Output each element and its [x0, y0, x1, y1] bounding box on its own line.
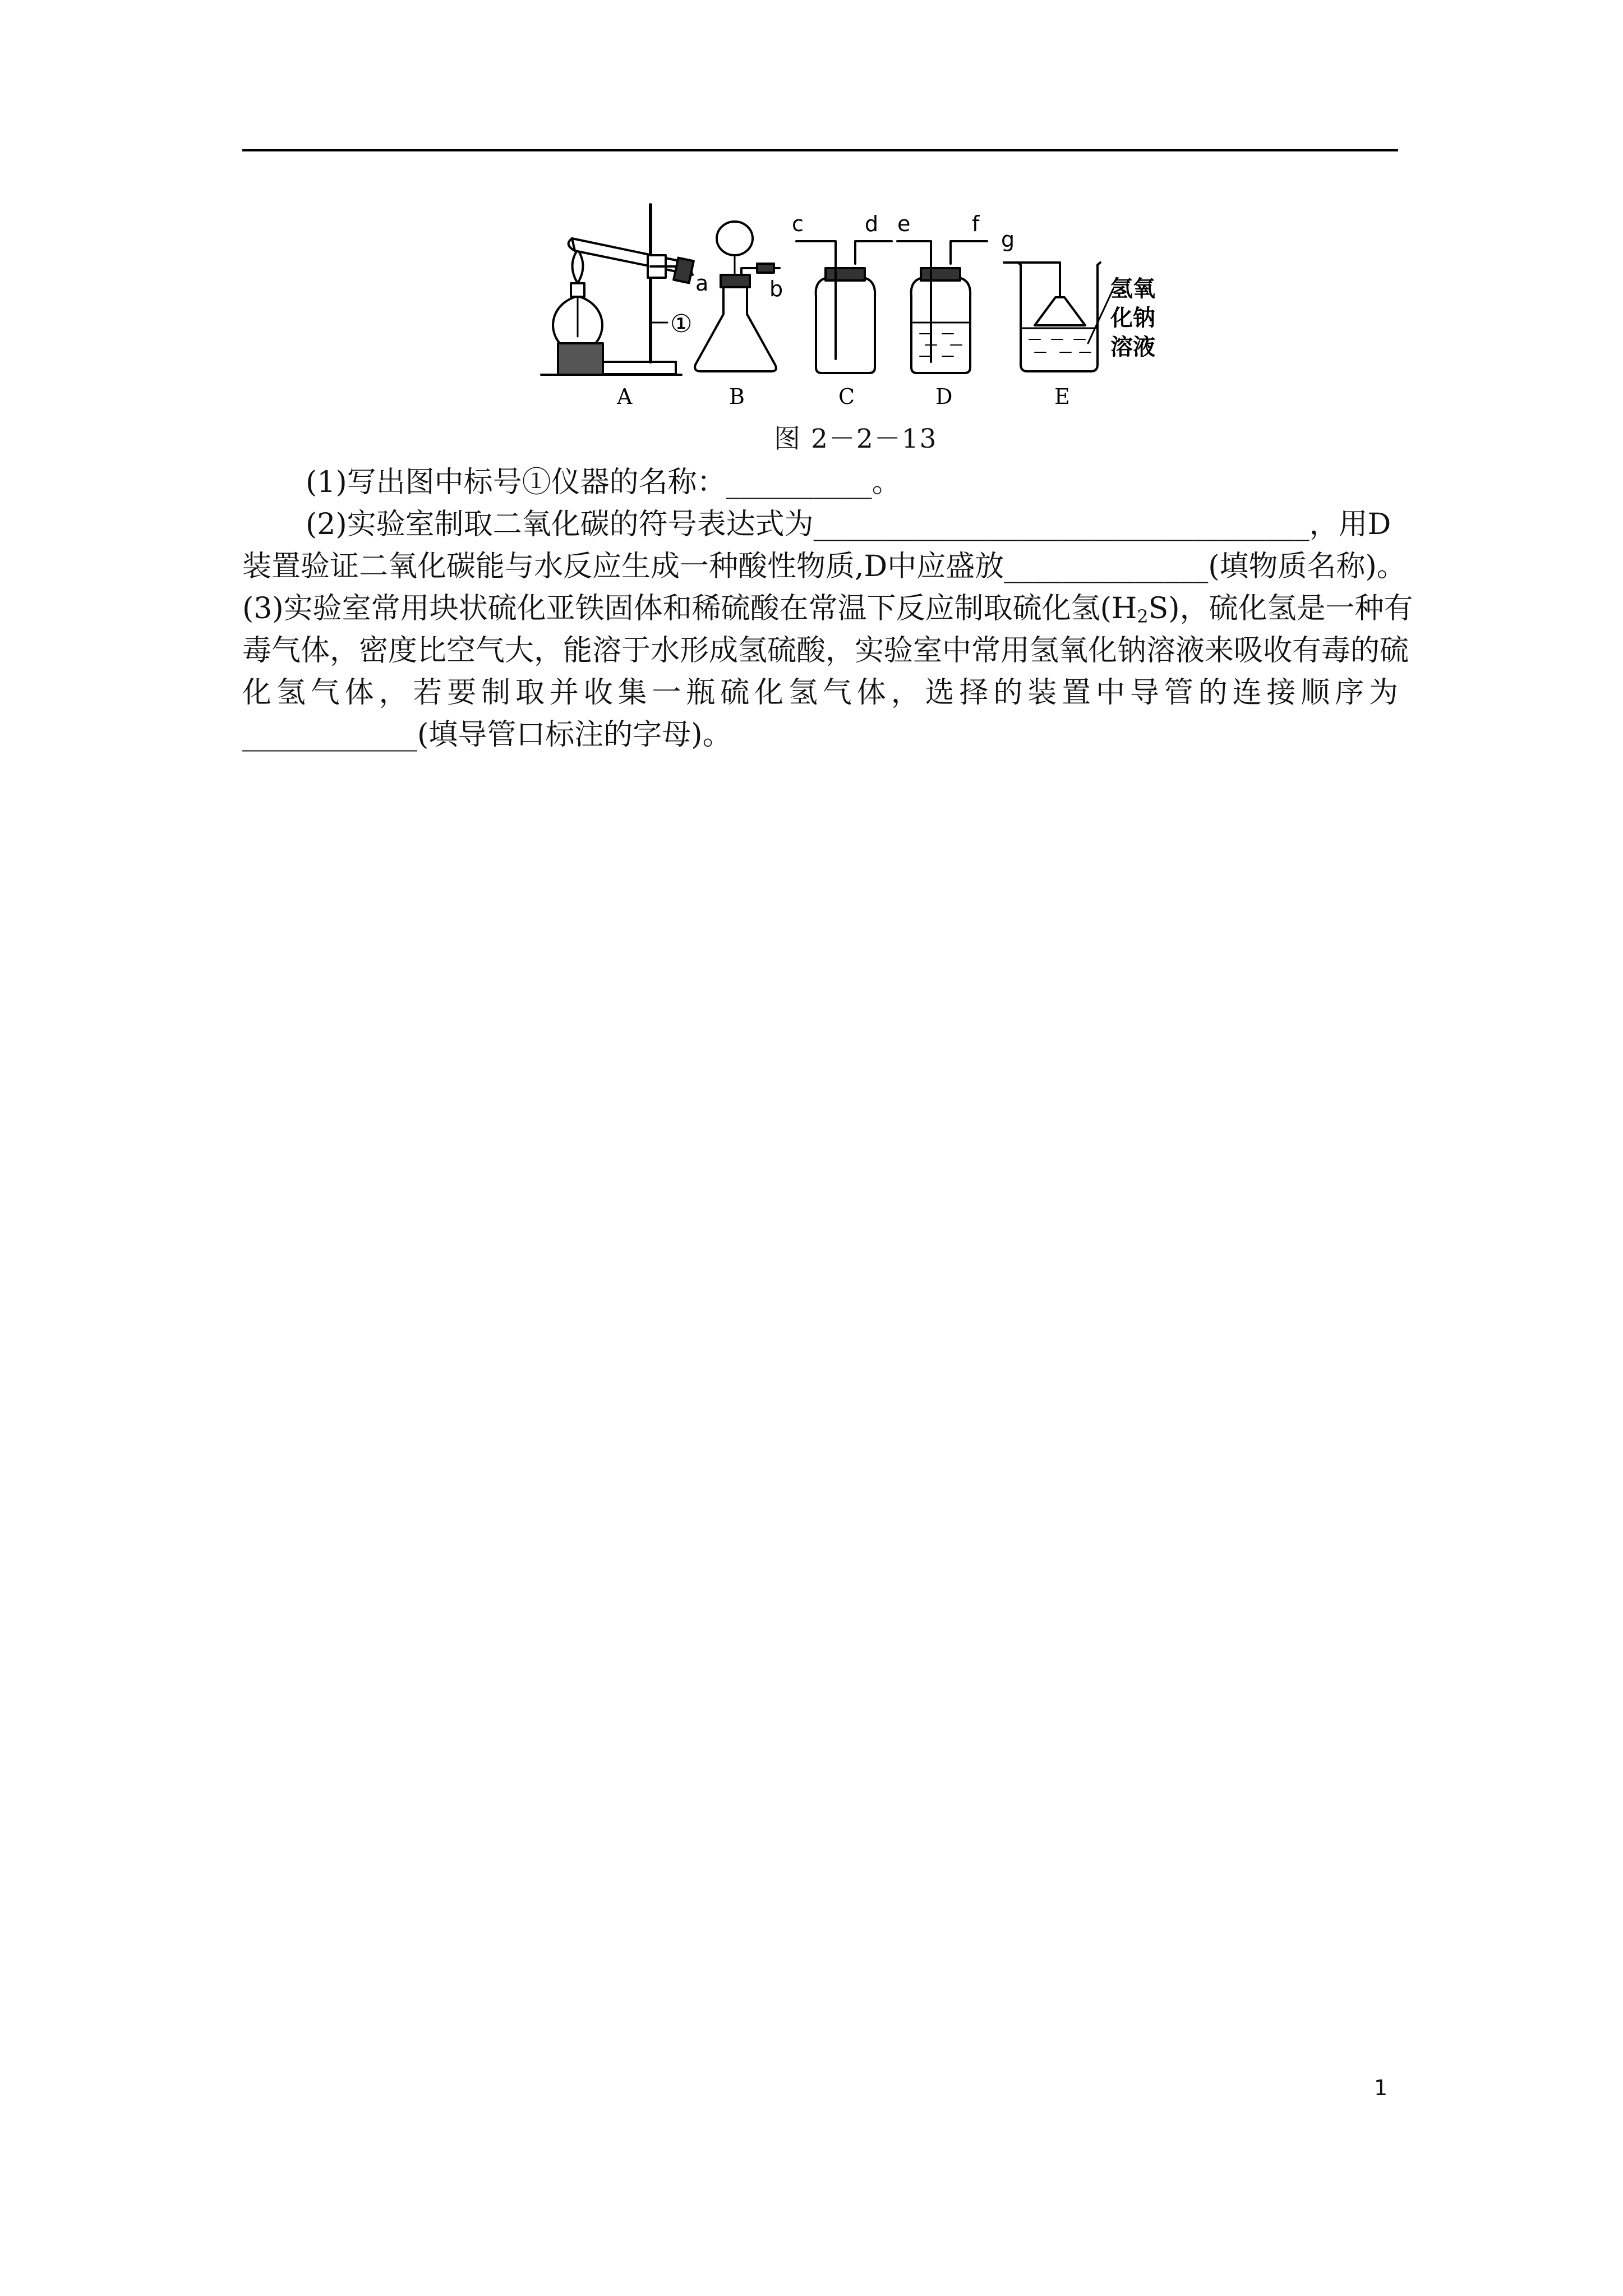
question-3-end: (填导管口标注的字母)。 — [417, 718, 732, 752]
apparatus-a-drawing — [541, 205, 694, 375]
question-3-line-3: 化氢气体，若要制取并收集一瓶硫化氢气体，选择的装置中导管的连接顺序为 — [242, 676, 1398, 710]
question-2-text-1: (2)实验室制取二氧化碳的符号表达式为 — [306, 508, 814, 541]
port-label-d: d — [865, 211, 879, 236]
question-2-end-1: ，用D — [1309, 508, 1391, 541]
question-2-line-2 — [242, 550, 1406, 583]
solution-label-line-2: 化钠 — [1110, 305, 1155, 331]
question-1-end: 。 — [872, 466, 901, 499]
instrument-marker-label: ① — [670, 310, 693, 338]
question-3-order-blank[interactable]: ____________ — [242, 718, 417, 752]
solution-label-line-1: 氢氧 — [1110, 276, 1155, 302]
question-3-line-2: 毒气体，密度比空气大，能溶于水形成氢硫酸，实验室中常用氢氧化钠溶液来吸收有毒的硫 — [242, 634, 1409, 668]
port-label-e: e — [897, 211, 911, 236]
port-label-c: c — [792, 211, 804, 236]
apparatus-c-drawing — [796, 241, 892, 373]
question-2-text-2: 装置验证二氧化碳能与水反应生成一种酸性物质,D中应盛放 — [242, 550, 1004, 583]
question-1-text: (1)写出图中标号①仪器的名称： — [306, 466, 726, 499]
question-2-substance-blank[interactable]: ______________ — [1004, 550, 1209, 583]
question-3-line-4 — [242, 718, 732, 752]
label-b: B — [729, 384, 745, 409]
port-label-g: g — [1001, 227, 1015, 252]
question-1 — [306, 466, 901, 499]
question-3-line-1 — [242, 592, 1413, 633]
port-label-a: a — [695, 271, 709, 296]
question-2-end-2: (填物质名称)。 — [1208, 550, 1406, 583]
label-e: E — [1054, 384, 1070, 409]
label-d: D — [935, 384, 953, 409]
question-3-text-1b: S)，硫化氢是一种有 — [1148, 592, 1413, 625]
figure-caption: 图 2－2－13 — [774, 424, 938, 454]
question-2-line-1 — [306, 508, 1391, 541]
solution-label-line-3: 溶液 — [1110, 334, 1155, 360]
page-number: 1 — [1374, 2076, 1388, 2100]
question-3-subscript: 2 — [1137, 606, 1149, 627]
question-1-answer-blank[interactable]: __________ — [726, 466, 872, 499]
question-3-text-1a: (3)实验室常用块状硫化亚铁固体和稀硫酸在常温下反应制取硫化氢(H — [242, 592, 1137, 625]
port-label-b: b — [769, 277, 783, 301]
apparatus-b-drawing — [695, 222, 780, 371]
apparatus-e-drawing — [1004, 263, 1113, 371]
label-a: A — [617, 384, 633, 409]
apparatus-d-drawing — [897, 241, 987, 373]
question-2-equation-blank[interactable]: __________________________________ — [813, 508, 1310, 541]
label-c: C — [838, 384, 855, 409]
port-label-f: f — [972, 211, 980, 236]
